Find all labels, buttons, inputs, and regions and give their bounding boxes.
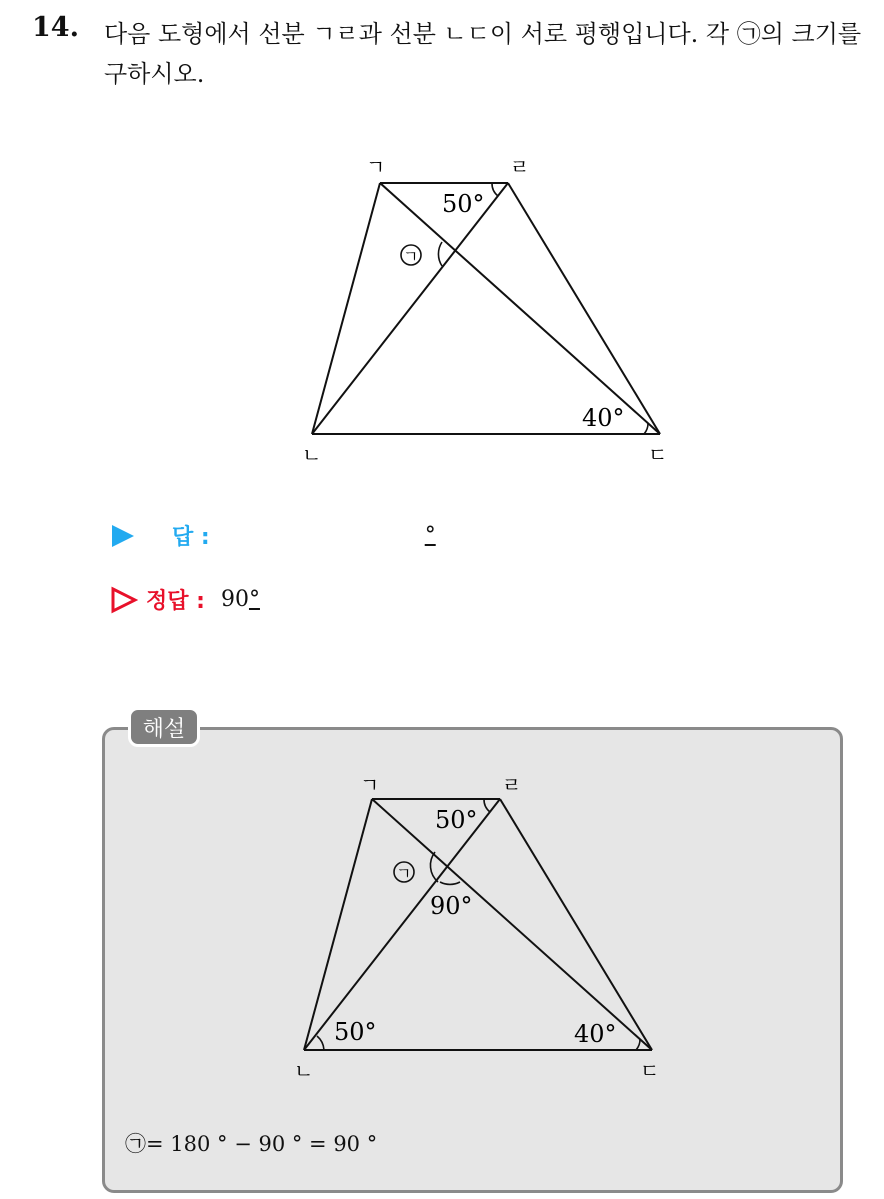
solution-answer-number: 90 — [220, 587, 249, 612]
explanation-formula: ㉠= 180 ° − 90 ° = 90 ° — [125, 1132, 378, 1156]
diagonal-rn — [312, 183, 508, 434]
exp-angle-arc-center-bottom — [440, 882, 460, 884]
diagonal-gd — [380, 183, 660, 434]
exp-segment-gn — [304, 799, 372, 1050]
answer-row — [110, 520, 436, 551]
angle-label-bottom-right: 40° — [582, 404, 625, 432]
vertex-label-n: ㄴ — [302, 443, 322, 467]
exp-unknown-mark-char: ㄱ — [396, 864, 412, 883]
explanation-figure — [280, 770, 700, 1090]
angle-label-top: 50° — [442, 190, 485, 218]
exp-vertex-label-d: ㄷ — [640, 1059, 660, 1083]
question-number: 14. — [32, 12, 79, 43]
exp-angle-arc-bottom-right — [636, 1039, 640, 1050]
question-text: 다음 도형에서 선분 ㄱㄹ과 선분 ㄴㄷ이 서로 평행입니다. 각 ㉠의 크기를 구하시오. — [104, 20, 862, 88]
solution-answer-label: 정답 : — [146, 589, 205, 614]
segment-gn — [312, 183, 380, 434]
exp-vertex-label-g: ㄱ — [360, 773, 380, 797]
outline-arrow-icon — [110, 586, 138, 614]
problem-figure — [280, 150, 700, 470]
exp-angle-label-bottom-left: 50° — [334, 1018, 377, 1046]
exp-angle-label-center: 90° — [430, 892, 473, 920]
exp-angle-label-top: 50° — [435, 806, 478, 834]
play-arrow-icon — [110, 523, 136, 549]
exp-angle-arc-top — [484, 799, 490, 812]
angle-arc-top — [492, 183, 498, 196]
unknown-mark-char: ㄱ — [403, 247, 419, 266]
segment-rd — [508, 183, 660, 434]
exp-diagonal-rn — [304, 799, 500, 1050]
angle-arc-center — [438, 242, 442, 266]
answer-blank-unit[interactable]: ° — [424, 523, 436, 548]
answer-label: 답 : — [172, 525, 210, 550]
solution-answer-row — [110, 584, 260, 615]
exp-angle-arc-bottom-left — [317, 1036, 324, 1050]
exp-vertex-label-r: ㄹ — [502, 773, 522, 797]
exp-angle-label-bottom-right: 40° — [574, 1020, 617, 1048]
vertex-label-g: ㄱ — [366, 155, 386, 179]
solution-answer-value — [221, 587, 260, 612]
solution-answer-unit: ° — [248, 587, 260, 612]
exp-diagonal-gd — [372, 799, 652, 1050]
exp-segment-rd — [500, 799, 652, 1050]
vertex-label-d: ㄷ — [648, 443, 668, 467]
exp-vertex-label-n: ㄴ — [294, 1059, 314, 1083]
angle-arc-bottom — [644, 423, 648, 434]
vertex-label-r: ㄹ — [510, 155, 530, 179]
explanation-tag: 해설 — [128, 707, 200, 747]
